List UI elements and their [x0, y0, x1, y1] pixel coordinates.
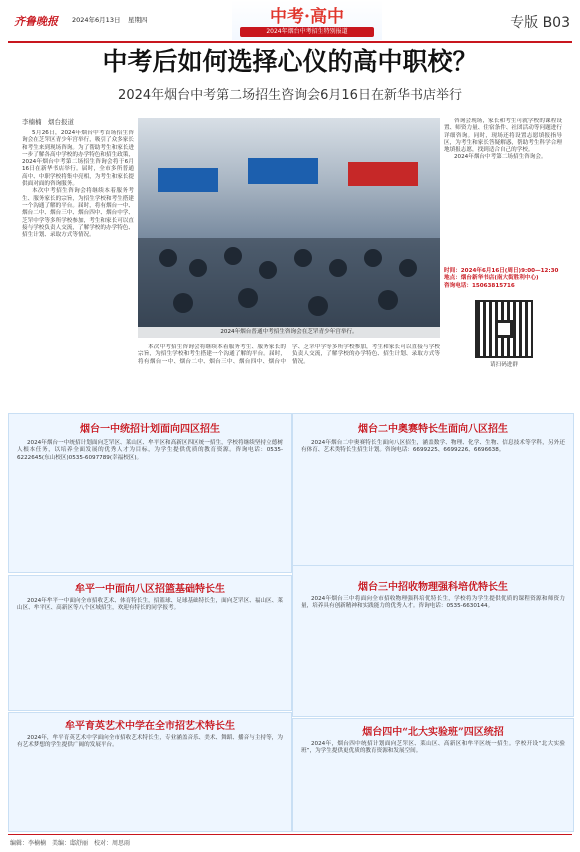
- headline-subtitle: 2024年烟台中考第二场招生咨询会6月16日在新华书店举行: [118, 88, 462, 103]
- event-info: [444, 268, 562, 290]
- masthead-rule: [8, 41, 572, 43]
- section-5-title: 牟平育英艺术中学在全市招艺术特长生: [65, 721, 235, 732]
- lead-paragraph-2b: 本次中考招生咨询会将继续本着服务考生、服务家长的宗旨，为招生学校和考生搭建一个沟通了解的平台。届时，将有烟台一中、烟台二中、烟台三中、烟台四中、烟台中学、芝罘中学等多所学校参加，考生和家长可以直接与学校负责人交流，了解学校的办学特色、招生计划、录取方式等情况。: [138, 344, 440, 365]
- qr-caption: 请扫码进群: [490, 362, 518, 368]
- section-2: [292, 413, 574, 573]
- newspaper-logo: 齐鲁晚报: [14, 15, 58, 28]
- lead-column-2: [138, 344, 440, 408]
- headline: 中考后如何选择心仪的高中职校？: [102, 47, 478, 76]
- event-phone: 咨询电话：15063815716: [444, 282, 515, 289]
- event-place: 地点：烟台新华书店(南大街胜利中心): [444, 275, 539, 282]
- photo-caption: 2024年烟台普通中考招生咨询会在芝罘青少年宫举行。: [138, 327, 440, 338]
- section-4: [292, 565, 574, 717]
- section-3: [8, 575, 292, 711]
- banner-title: 中考·高中: [270, 7, 344, 27]
- edition-label: 专版 B03: [510, 15, 570, 31]
- event-time: 时间：2024年6月16日(周日)9:00—12:30: [444, 268, 559, 274]
- footer-rule: [8, 834, 572, 835]
- qr-code[interactable]: [475, 300, 533, 358]
- crowd-illustration: [138, 118, 440, 338]
- section-1-title: 烟台一中统招计划面向四区招生: [80, 424, 220, 435]
- lead-paragraph-2: 本次中考招生咨询会将继续本着服务考生、服务家长的宗旨，为招生学校和考生搭建一个沟通了解的平台。届时，将有烟台一中、烟台二中、烟台三中、烟台四中、烟台中学、芝罘中学等多所学校参加，考生和家长可以直接与学校负责人交流，了解学校的办学特色、招生计划、录取方式等情况。: [22, 188, 134, 239]
- section-2-title: 烟台二中奥赛特长生面向八区招生: [358, 424, 508, 435]
- section-1-text: 2024年烟台一中统招计划面向芝罘区、莱山区、牟平区和高新区四区统一招生，学校将继续坚持立德树人根本任务，以培养全面发展的优秀人才为目标，为学生提供优质的教育资源。咨询电话：0535-6222645(东山校区)0535-6097789(幸福校区)。: [17, 440, 283, 461]
- info-title: 2024年烟台中考第二场招生咨询会。: [454, 154, 547, 161]
- lead-column-1: [22, 130, 134, 360]
- section-3-text: 2024年牟平一中面向全市招收艺术、体育特长生，招篮球、足球基础特长生，面向芝罘区、福山区、莱山区、牟平区、高新区等八个区域招生，欢迎有特长的同学报考。: [17, 598, 283, 612]
- lead-paragraph-3: 咨询会现场，家长和考生可就学校的课程设置、师资力量、住宿条件、社团活动等问题进行详细咨询。同时，现场还将设置志愿填报指导区，为考生和家长答疑解惑，帮助考生科学合理地填报志愿，找到适合自己的学校。: [444, 118, 562, 154]
- issue-date: 2024年6月13日: [72, 16, 121, 24]
- banner-box: [232, 0, 382, 40]
- byline: 李楠楠 烟台报道: [22, 118, 74, 126]
- footer-credits: 编辑：李楠楠 美编：邸舒丽 校对：周思雨: [10, 840, 131, 847]
- event-photo: [138, 118, 440, 338]
- section-6-title: 烟台四中“北大实验班”四区统招: [362, 727, 504, 738]
- section-6-text: 2024年，烟台四中统招计划面向芝罘区、莱山区、高新区和牟平区统一招生。学校开设“北大实验班”，为学生提供更优质的教育资源和发展空间。: [301, 741, 565, 755]
- section-2-text: 2024年烟台二中奥赛特长生面向八区招生，涵盖数学、物理、化学、生物、信息技术等学科，另外还有体育、艺术类特长生招生计划。咨询电话：6699225、6699226、6696638。: [301, 440, 565, 454]
- issue-weekday: 星期四: [128, 16, 148, 24]
- section-3-title: 牟平一中面向八区招篮基础特长生: [75, 584, 225, 595]
- qr-center: [495, 320, 513, 338]
- section-4-text: 2024年烟台三中将面向全市招收物理强科培优特长生，学校将为学生提供优质的课程资源和师资力量，培养具有创新精神和实践能力的优秀人才。咨询电话：0535-6630144。: [301, 596, 565, 610]
- lead-paragraph-1: 5月26日，2024年烟台中考首场招生咨询会在芝罘区青少年宫举行，吸引了众多家长和考生来到现场咨询。为了帮助考生和家长进一步了解各高中学校的办学特色和招生政策，2024年烟台中考第二场招生咨询会将于6月16日在新华书店举行。届时，全市多所普通高中、中职学校将集中亮相，为考生和家长提供面对面的咨询服务。: [22, 130, 134, 188]
- section-5-text: 2024年，牟平育英艺术中学面向全市招收艺术特长生，专业涵盖音乐、美术、舞蹈、播音与主持等，为有艺术梦想的学生提供广阔的发展平台。: [17, 735, 283, 749]
- masthead: [0, 0, 580, 40]
- section-5: [8, 712, 292, 832]
- banner-subtitle: 2024年烟台中考招生特别报道: [240, 27, 374, 37]
- section-6: [292, 718, 574, 832]
- lead-column-3: [444, 118, 562, 266]
- section-1: [8, 413, 292, 573]
- section-4-title: 烟台三中招收物理强科培优特长生: [358, 582, 508, 593]
